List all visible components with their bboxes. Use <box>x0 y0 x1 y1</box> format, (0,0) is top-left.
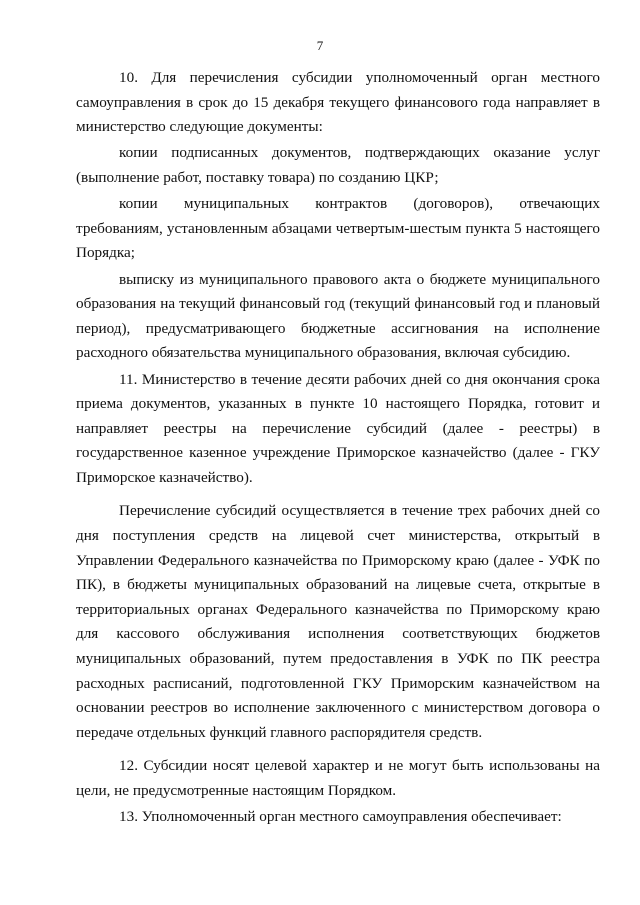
paragraph-11: 11. Министерство в течение десяти рабочих дней со дня окончания срока приема документов, указанных в пункте 10 настоящего Порядка, готовит и направляет реестры на перечисление субсидий (далее - реестры) в государственное казенное учреждение Приморское казначейство (далее - ГКУ Приморское казначейство). <box>76 370 600 486</box>
page-number: 7 <box>316 38 324 53</box>
document-body <box>76 66 600 830</box>
paragraph-12: 12. Субсидии носят целевой характер и не могут быть использованы на цели, не предусмотренные настоящим Порядком. <box>76 757 600 799</box>
list-item-copies-documents: копии подписанных документов, подтверждающих оказание услуг (выполнение работ, поставку товара) по созданию ЦКР; <box>76 144 600 186</box>
paragraph-transfer: Перечисление субсидий осуществляется в течение трех рабочих дней со дня поступления средств на лицевой счет министерства, открытый в Управлении Федерального казначейства по Приморскому краю (далее - УФК по ПК), в бюджеты муниципальных образований на лицевые счета, открытые в территориальных органах Федерального казначейства по Приморскому краю для кассового обслуживания исполнения соответствующих бюджетов муниципальных образований, путем предоставления в УФК по ПК реестра расходных расписаний, подготовленной ГКУ Приморским казначейством на основании реестров во исполнение заключенного с министерством договора о передаче отдельных функций главного распорядителя средств. <box>76 502 600 741</box>
paragraph-13: 13. Уполномоченный орган местного самоуправления обеспечивает: <box>119 808 562 826</box>
list-item-budget-extract: выписку из муниципального правового акта о бюджете муниципального образования на текущий финансовый год (текущий финансовый год и плановый период), предусматривающего бюджетные ассигнования на исполнение расходного обязательства муниципального образования, включая субсидию. <box>76 270 600 362</box>
paragraph-10: 10. Для перечисления субсидии уполномоченный орган местного самоуправления в срок до 15 декабря текущего финансового года направляет в министерство следующие документы: <box>76 69 600 136</box>
list-item-copies-contracts: копии муниципальных контрактов (договоров), отвечающих требованиям, установленным абзацами четвертым-шестым пункта 5 настоящего Порядка; <box>76 195 600 262</box>
